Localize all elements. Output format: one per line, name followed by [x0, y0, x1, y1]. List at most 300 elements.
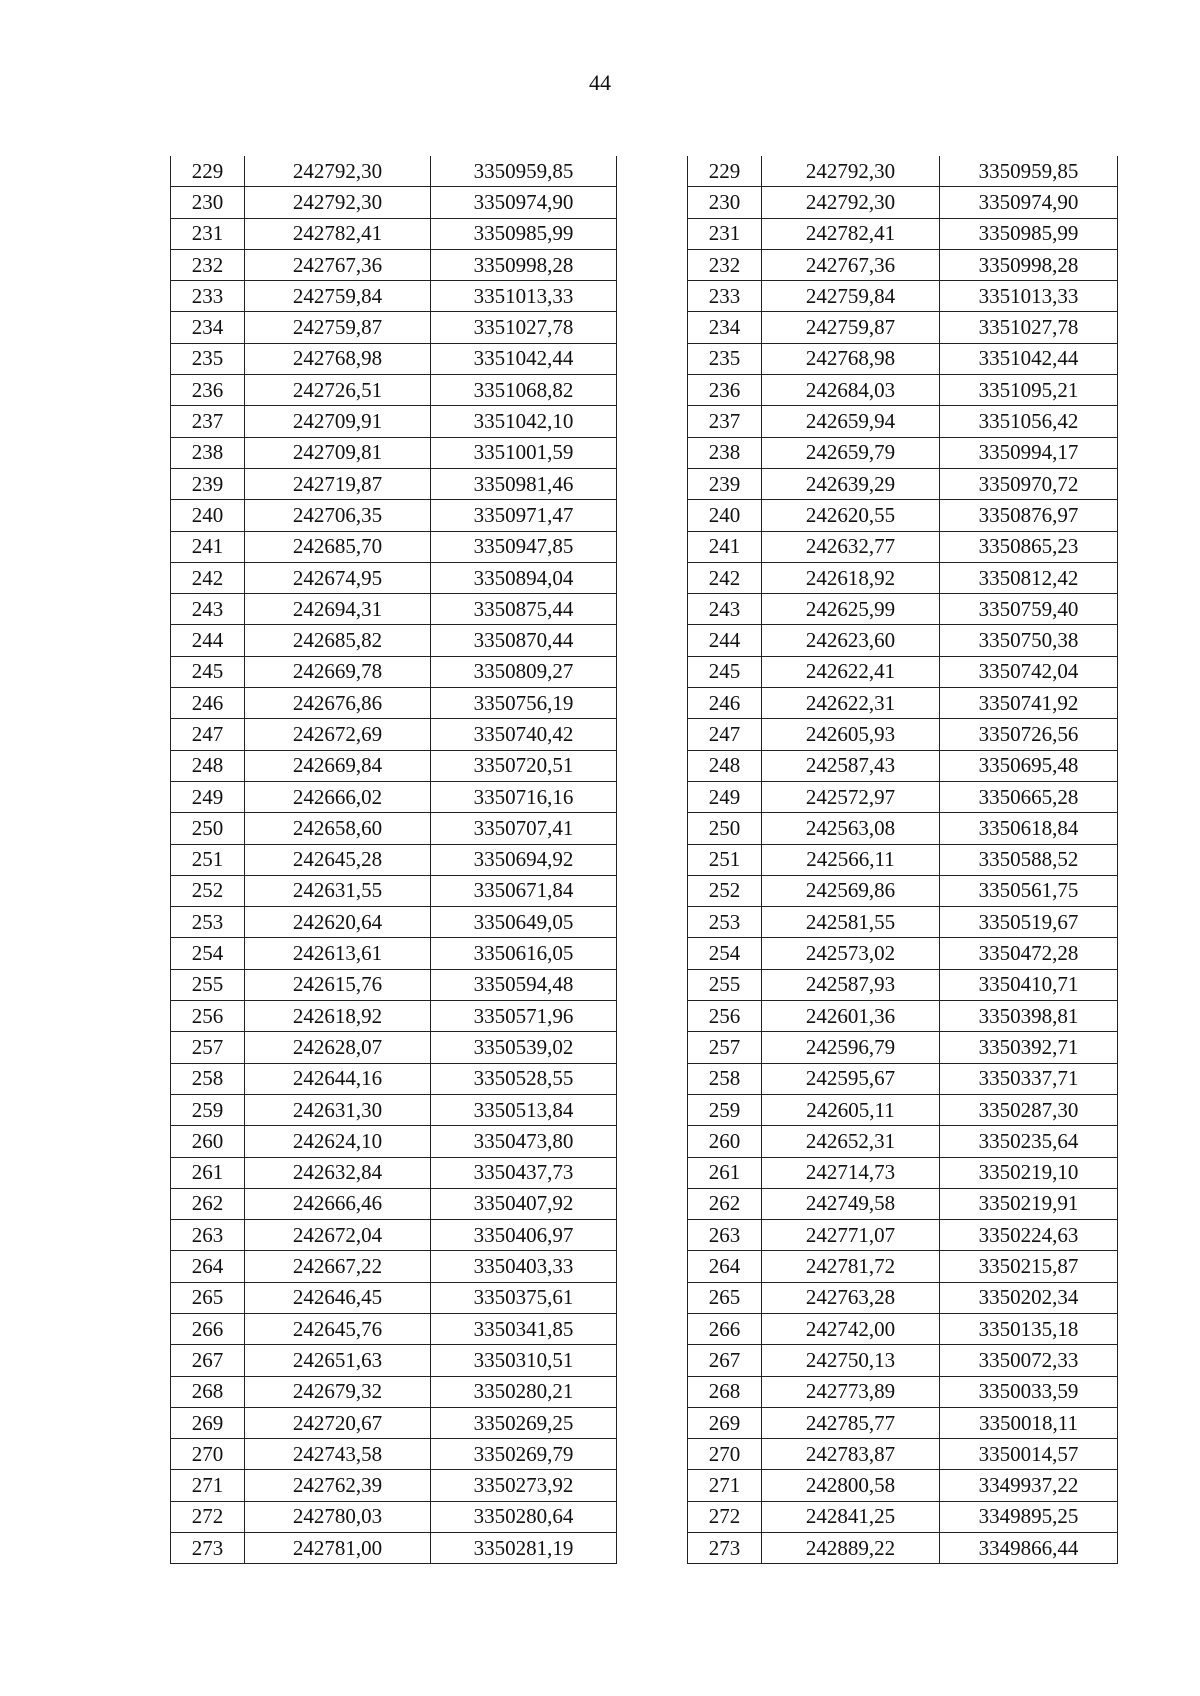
x-coordinate-cell: 242632,77 [762, 531, 940, 562]
point-number-cell: 229 [688, 156, 762, 187]
y-coordinate-cell: 3350649,05 [431, 907, 617, 938]
table-row [688, 813, 1118, 844]
point-number-cell: 257 [171, 1032, 245, 1063]
y-coordinate-cell: 3351027,78 [431, 312, 617, 343]
y-coordinate-cell: 3350741,92 [940, 688, 1118, 719]
y-coordinate-cell: 3350981,46 [431, 468, 617, 499]
x-coordinate-cell: 242605,11 [762, 1094, 940, 1125]
point-number-cell: 272 [171, 1501, 245, 1532]
table-row [171, 750, 617, 781]
point-number-cell: 269 [688, 1407, 762, 1438]
y-coordinate-cell: 3350809,27 [431, 656, 617, 687]
table-row [688, 1220, 1118, 1251]
x-coordinate-cell: 242659,94 [762, 406, 940, 437]
point-number-cell: 234 [688, 312, 762, 343]
x-coordinate-cell: 242652,31 [762, 1126, 940, 1157]
y-coordinate-cell: 3350707,41 [431, 813, 617, 844]
point-number-cell: 259 [171, 1094, 245, 1125]
y-coordinate-cell: 3349937,22 [940, 1470, 1118, 1501]
point-number-cell: 247 [688, 719, 762, 750]
table-row [171, 375, 617, 406]
table-row [171, 1157, 617, 1188]
table-row [688, 562, 1118, 593]
table-row [171, 719, 617, 750]
point-number-cell: 264 [171, 1251, 245, 1282]
x-coordinate-cell: 242587,93 [762, 969, 940, 1000]
y-coordinate-cell: 3350280,21 [431, 1376, 617, 1407]
x-coordinate-cell: 242669,84 [245, 750, 431, 781]
y-coordinate-cell: 3350280,64 [431, 1501, 617, 1532]
y-coordinate-cell: 3351042,44 [431, 343, 617, 374]
point-number-cell: 250 [171, 813, 245, 844]
table-row [688, 1313, 1118, 1344]
table-row [688, 1188, 1118, 1219]
point-number-cell: 244 [688, 625, 762, 656]
y-coordinate-cell: 3350694,92 [431, 844, 617, 875]
y-coordinate-cell: 3350876,97 [940, 500, 1118, 531]
y-coordinate-cell: 3350219,10 [940, 1157, 1118, 1188]
table-row [171, 156, 617, 187]
x-coordinate-cell: 242667,22 [245, 1251, 431, 1282]
point-number-cell: 231 [171, 218, 245, 249]
point-number-cell: 253 [688, 907, 762, 938]
point-number-cell: 249 [171, 781, 245, 812]
x-coordinate-cell: 242792,30 [762, 156, 940, 187]
x-coordinate-cell: 242659,79 [762, 437, 940, 468]
point-number-cell: 262 [171, 1188, 245, 1219]
x-coordinate-cell: 242639,29 [762, 468, 940, 499]
y-coordinate-cell: 3350403,33 [431, 1251, 617, 1282]
y-coordinate-cell: 3350310,51 [431, 1345, 617, 1376]
y-coordinate-cell: 3350671,84 [431, 875, 617, 906]
table-row [688, 1063, 1118, 1094]
point-number-cell: 229 [171, 156, 245, 187]
x-coordinate-cell: 242666,02 [245, 781, 431, 812]
y-coordinate-cell: 3351013,33 [431, 281, 617, 312]
point-number-cell: 254 [171, 938, 245, 969]
point-number-cell: 266 [171, 1313, 245, 1344]
coordinates-table-left-body [171, 156, 617, 1564]
point-number-cell: 261 [171, 1157, 245, 1188]
table-row [171, 938, 617, 969]
y-coordinate-cell: 3350750,38 [940, 625, 1118, 656]
table-row [688, 1001, 1118, 1032]
table-row [688, 312, 1118, 343]
point-number-cell: 241 [171, 531, 245, 562]
point-number-cell: 261 [688, 1157, 762, 1188]
point-number-cell: 247 [171, 719, 245, 750]
x-coordinate-cell: 242759,84 [245, 281, 431, 312]
point-number-cell: 245 [171, 656, 245, 687]
x-coordinate-cell: 242792,30 [245, 187, 431, 218]
x-coordinate-cell: 242714,73 [762, 1157, 940, 1188]
page-number: 44 [589, 70, 611, 95]
point-number-cell: 235 [171, 343, 245, 374]
table-row [688, 719, 1118, 750]
y-coordinate-cell: 3350561,75 [940, 875, 1118, 906]
table-row [688, 1501, 1118, 1532]
y-coordinate-cell: 3351027,78 [940, 312, 1118, 343]
y-coordinate-cell: 3350410,71 [940, 969, 1118, 1000]
y-coordinate-cell: 3350398,81 [940, 1001, 1118, 1032]
point-number-cell: 270 [171, 1439, 245, 1470]
table-row [171, 875, 617, 906]
y-coordinate-cell: 3350985,99 [431, 218, 617, 249]
table-row [171, 1063, 617, 1094]
point-number-cell: 263 [171, 1220, 245, 1251]
y-coordinate-cell: 3350135,18 [940, 1313, 1118, 1344]
y-coordinate-cell: 3350224,63 [940, 1220, 1118, 1251]
table-row [171, 688, 617, 719]
table-row [688, 875, 1118, 906]
y-coordinate-cell: 3350281,19 [431, 1533, 617, 1564]
y-coordinate-cell: 3350971,47 [431, 500, 617, 531]
x-coordinate-cell: 242763,28 [762, 1282, 940, 1313]
table-row [171, 1251, 617, 1282]
table-row [171, 813, 617, 844]
point-number-cell: 233 [688, 281, 762, 312]
x-coordinate-cell: 242620,55 [762, 500, 940, 531]
point-number-cell: 257 [688, 1032, 762, 1063]
point-number-cell: 270 [688, 1439, 762, 1470]
x-coordinate-cell: 242743,58 [245, 1439, 431, 1470]
x-coordinate-cell: 242622,31 [762, 688, 940, 719]
x-coordinate-cell: 242782,41 [245, 218, 431, 249]
x-coordinate-cell: 242646,45 [245, 1282, 431, 1313]
x-coordinate-cell: 242742,00 [762, 1313, 940, 1344]
y-coordinate-cell: 3350616,05 [431, 938, 617, 969]
point-number-cell: 258 [688, 1063, 762, 1094]
x-coordinate-cell: 242767,36 [245, 249, 431, 280]
coordinates-table-left [170, 156, 617, 1564]
x-coordinate-cell: 242669,78 [245, 656, 431, 687]
point-number-cell: 264 [688, 1251, 762, 1282]
y-coordinate-cell: 3349895,25 [940, 1501, 1118, 1532]
point-number-cell: 268 [688, 1376, 762, 1407]
y-coordinate-cell: 3350219,91 [940, 1188, 1118, 1219]
point-number-cell: 239 [171, 468, 245, 499]
x-coordinate-cell: 242672,04 [245, 1220, 431, 1251]
point-number-cell: 234 [171, 312, 245, 343]
x-coordinate-cell: 242768,98 [762, 343, 940, 374]
x-coordinate-cell: 242720,67 [245, 1407, 431, 1438]
point-number-cell: 239 [688, 468, 762, 499]
point-number-cell: 246 [688, 688, 762, 719]
y-coordinate-cell: 3350959,85 [431, 156, 617, 187]
y-coordinate-cell: 3350273,92 [431, 1470, 617, 1501]
x-coordinate-cell: 242596,79 [762, 1032, 940, 1063]
y-coordinate-cell: 3350756,19 [431, 688, 617, 719]
table-row [171, 1001, 617, 1032]
x-coordinate-cell: 242781,00 [245, 1533, 431, 1564]
x-coordinate-cell: 242658,60 [245, 813, 431, 844]
table-row [171, 1533, 617, 1564]
y-coordinate-cell: 3350392,71 [940, 1032, 1118, 1063]
point-number-cell: 246 [171, 688, 245, 719]
y-coordinate-cell: 3350519,67 [940, 907, 1118, 938]
y-coordinate-cell: 3350571,96 [431, 1001, 617, 1032]
point-number-cell: 255 [688, 969, 762, 1000]
table-row [171, 907, 617, 938]
x-coordinate-cell: 242781,72 [762, 1251, 940, 1282]
y-coordinate-cell: 3350812,42 [940, 562, 1118, 593]
table-row [688, 688, 1118, 719]
table-row [688, 594, 1118, 625]
table-row [688, 1439, 1118, 1470]
x-coordinate-cell: 242679,32 [245, 1376, 431, 1407]
point-number-cell: 262 [688, 1188, 762, 1219]
x-coordinate-cell: 242624,10 [245, 1126, 431, 1157]
y-coordinate-cell: 3350235,64 [940, 1126, 1118, 1157]
point-number-cell: 252 [688, 875, 762, 906]
y-coordinate-cell: 3350970,72 [940, 468, 1118, 499]
x-coordinate-cell: 242581,55 [762, 907, 940, 938]
y-coordinate-cell: 3351095,21 [940, 375, 1118, 406]
table-row [688, 1157, 1118, 1188]
table-row [688, 187, 1118, 218]
table-row [688, 1345, 1118, 1376]
point-number-cell: 230 [171, 187, 245, 218]
y-coordinate-cell: 3350539,02 [431, 1032, 617, 1063]
table-row [171, 969, 617, 1000]
point-number-cell: 242 [171, 562, 245, 593]
y-coordinate-cell: 3350759,40 [940, 594, 1118, 625]
table-row [171, 1345, 617, 1376]
table-row [688, 249, 1118, 280]
table-row [171, 562, 617, 593]
point-number-cell: 248 [171, 750, 245, 781]
x-coordinate-cell: 242587,43 [762, 750, 940, 781]
table-row [688, 468, 1118, 499]
table-row [688, 1251, 1118, 1282]
point-number-cell: 273 [171, 1533, 245, 1564]
x-coordinate-cell: 242785,77 [762, 1407, 940, 1438]
y-coordinate-cell: 3350269,25 [431, 1407, 617, 1438]
table-row [688, 218, 1118, 249]
y-coordinate-cell: 3350974,90 [940, 187, 1118, 218]
table-row [688, 1094, 1118, 1125]
y-coordinate-cell: 3351056,42 [940, 406, 1118, 437]
x-coordinate-cell: 242685,82 [245, 625, 431, 656]
table-row [171, 531, 617, 562]
x-coordinate-cell: 242706,35 [245, 500, 431, 531]
point-number-cell: 256 [688, 1001, 762, 1032]
point-number-cell: 263 [688, 1220, 762, 1251]
y-coordinate-cell: 3350594,48 [431, 969, 617, 1000]
table-row [688, 1533, 1118, 1564]
y-coordinate-cell: 3350947,85 [431, 531, 617, 562]
point-number-cell: 243 [171, 594, 245, 625]
point-number-cell: 265 [688, 1282, 762, 1313]
x-coordinate-cell: 242613,61 [245, 938, 431, 969]
x-coordinate-cell: 242631,55 [245, 875, 431, 906]
point-number-cell: 238 [171, 437, 245, 468]
x-coordinate-cell: 242709,91 [245, 406, 431, 437]
x-coordinate-cell: 242631,30 [245, 1094, 431, 1125]
table-row [688, 1376, 1118, 1407]
x-coordinate-cell: 242595,67 [762, 1063, 940, 1094]
point-number-cell: 260 [171, 1126, 245, 1157]
table-row [688, 625, 1118, 656]
x-coordinate-cell: 242685,70 [245, 531, 431, 562]
y-coordinate-cell: 3350018,11 [940, 1407, 1118, 1438]
y-coordinate-cell: 3350472,28 [940, 938, 1118, 969]
table-row [688, 969, 1118, 1000]
y-coordinate-cell: 3350665,28 [940, 781, 1118, 812]
table-row [171, 1407, 617, 1438]
x-coordinate-cell: 242841,25 [762, 1501, 940, 1532]
y-coordinate-cell: 3350407,92 [431, 1188, 617, 1219]
point-number-cell: 237 [171, 406, 245, 437]
x-coordinate-cell: 242767,36 [762, 249, 940, 280]
point-number-cell: 254 [688, 938, 762, 969]
table-row [688, 1126, 1118, 1157]
table-row [171, 281, 617, 312]
table-row [688, 343, 1118, 374]
x-coordinate-cell: 242672,69 [245, 719, 431, 750]
table-row [688, 156, 1118, 187]
x-coordinate-cell: 242618,92 [762, 562, 940, 593]
y-coordinate-cell: 3350618,84 [940, 813, 1118, 844]
table-row [171, 1282, 617, 1313]
table-row [171, 500, 617, 531]
x-coordinate-cell: 242749,58 [762, 1188, 940, 1219]
y-coordinate-cell: 3350437,73 [431, 1157, 617, 1188]
point-number-cell: 232 [171, 249, 245, 280]
table-row [171, 1439, 617, 1470]
x-coordinate-cell: 242645,28 [245, 844, 431, 875]
table-row [171, 1126, 617, 1157]
point-number-cell: 256 [171, 1001, 245, 1032]
table-row [171, 406, 617, 437]
y-coordinate-cell: 3350974,90 [431, 187, 617, 218]
point-number-cell: 258 [171, 1063, 245, 1094]
table-row [688, 1470, 1118, 1501]
x-coordinate-cell: 242889,22 [762, 1533, 940, 1564]
x-coordinate-cell: 242618,92 [245, 1001, 431, 1032]
y-coordinate-cell: 3350994,17 [940, 437, 1118, 468]
x-coordinate-cell: 242771,07 [762, 1220, 940, 1251]
point-number-cell: 271 [171, 1470, 245, 1501]
point-number-cell: 232 [688, 249, 762, 280]
table-row [688, 406, 1118, 437]
point-number-cell: 255 [171, 969, 245, 1000]
point-number-cell: 248 [688, 750, 762, 781]
x-coordinate-cell: 242792,30 [245, 156, 431, 187]
table-row [688, 1282, 1118, 1313]
point-number-cell: 260 [688, 1126, 762, 1157]
table-row [688, 1032, 1118, 1063]
point-number-cell: 251 [688, 844, 762, 875]
point-number-cell: 245 [688, 656, 762, 687]
table-row [688, 1407, 1118, 1438]
y-coordinate-cell: 3350014,57 [940, 1439, 1118, 1470]
coordinates-table-right-body [688, 156, 1118, 1564]
y-coordinate-cell: 3350072,33 [940, 1345, 1118, 1376]
table-row [171, 1188, 617, 1219]
y-coordinate-cell: 3350742,04 [940, 656, 1118, 687]
y-coordinate-cell: 3350375,61 [431, 1282, 617, 1313]
y-coordinate-cell: 3350269,79 [431, 1439, 617, 1470]
point-number-cell: 235 [688, 343, 762, 374]
table-row [171, 437, 617, 468]
table-row [688, 500, 1118, 531]
table-row [171, 594, 617, 625]
table-row [171, 218, 617, 249]
x-coordinate-cell: 242622,41 [762, 656, 940, 687]
y-coordinate-cell: 3350341,85 [431, 1313, 617, 1344]
point-number-cell: 271 [688, 1470, 762, 1501]
x-coordinate-cell: 242800,58 [762, 1470, 940, 1501]
y-coordinate-cell: 3350202,34 [940, 1282, 1118, 1313]
y-coordinate-cell: 3350528,55 [431, 1063, 617, 1094]
y-coordinate-cell: 3351068,82 [431, 375, 617, 406]
point-number-cell: 266 [688, 1313, 762, 1344]
x-coordinate-cell: 242709,81 [245, 437, 431, 468]
x-coordinate-cell: 242684,03 [762, 375, 940, 406]
y-coordinate-cell: 3351042,44 [940, 343, 1118, 374]
table-row [171, 625, 617, 656]
x-coordinate-cell: 242762,39 [245, 1470, 431, 1501]
table-row [171, 187, 617, 218]
table-row [171, 1313, 617, 1344]
point-number-cell: 241 [688, 531, 762, 562]
point-number-cell: 231 [688, 218, 762, 249]
y-coordinate-cell: 3350726,56 [940, 719, 1118, 750]
point-number-cell: 268 [171, 1376, 245, 1407]
x-coordinate-cell: 242719,87 [245, 468, 431, 499]
table-row [171, 1032, 617, 1063]
y-coordinate-cell: 3351042,10 [431, 406, 617, 437]
x-coordinate-cell: 242674,95 [245, 562, 431, 593]
y-coordinate-cell: 3350695,48 [940, 750, 1118, 781]
table-row [688, 750, 1118, 781]
x-coordinate-cell: 242792,30 [762, 187, 940, 218]
x-coordinate-cell: 242566,11 [762, 844, 940, 875]
y-coordinate-cell: 3350720,51 [431, 750, 617, 781]
x-coordinate-cell: 242615,76 [245, 969, 431, 1000]
table-row [171, 1094, 617, 1125]
y-coordinate-cell: 3350959,85 [940, 156, 1118, 187]
table-row [688, 437, 1118, 468]
point-number-cell: 233 [171, 281, 245, 312]
point-number-cell: 273 [688, 1533, 762, 1564]
x-coordinate-cell: 242768,98 [245, 343, 431, 374]
point-number-cell: 250 [688, 813, 762, 844]
x-coordinate-cell: 242666,46 [245, 1188, 431, 1219]
x-coordinate-cell: 242623,60 [762, 625, 940, 656]
x-coordinate-cell: 242644,16 [245, 1063, 431, 1094]
point-number-cell: 249 [688, 781, 762, 812]
x-coordinate-cell: 242676,86 [245, 688, 431, 719]
table-row [171, 249, 617, 280]
x-coordinate-cell: 242750,13 [762, 1345, 940, 1376]
x-coordinate-cell: 242563,08 [762, 813, 940, 844]
point-number-cell: 236 [688, 375, 762, 406]
x-coordinate-cell: 242601,36 [762, 1001, 940, 1032]
table-row [688, 781, 1118, 812]
y-coordinate-cell: 3350998,28 [431, 249, 617, 280]
point-number-cell: 267 [171, 1345, 245, 1376]
point-number-cell: 267 [688, 1345, 762, 1376]
y-coordinate-cell: 3350740,42 [431, 719, 617, 750]
point-number-cell: 253 [171, 907, 245, 938]
point-number-cell: 269 [171, 1407, 245, 1438]
table-row [688, 844, 1118, 875]
y-coordinate-cell: 3350033,59 [940, 1376, 1118, 1407]
x-coordinate-cell: 242632,84 [245, 1157, 431, 1188]
x-coordinate-cell: 242569,86 [762, 875, 940, 906]
